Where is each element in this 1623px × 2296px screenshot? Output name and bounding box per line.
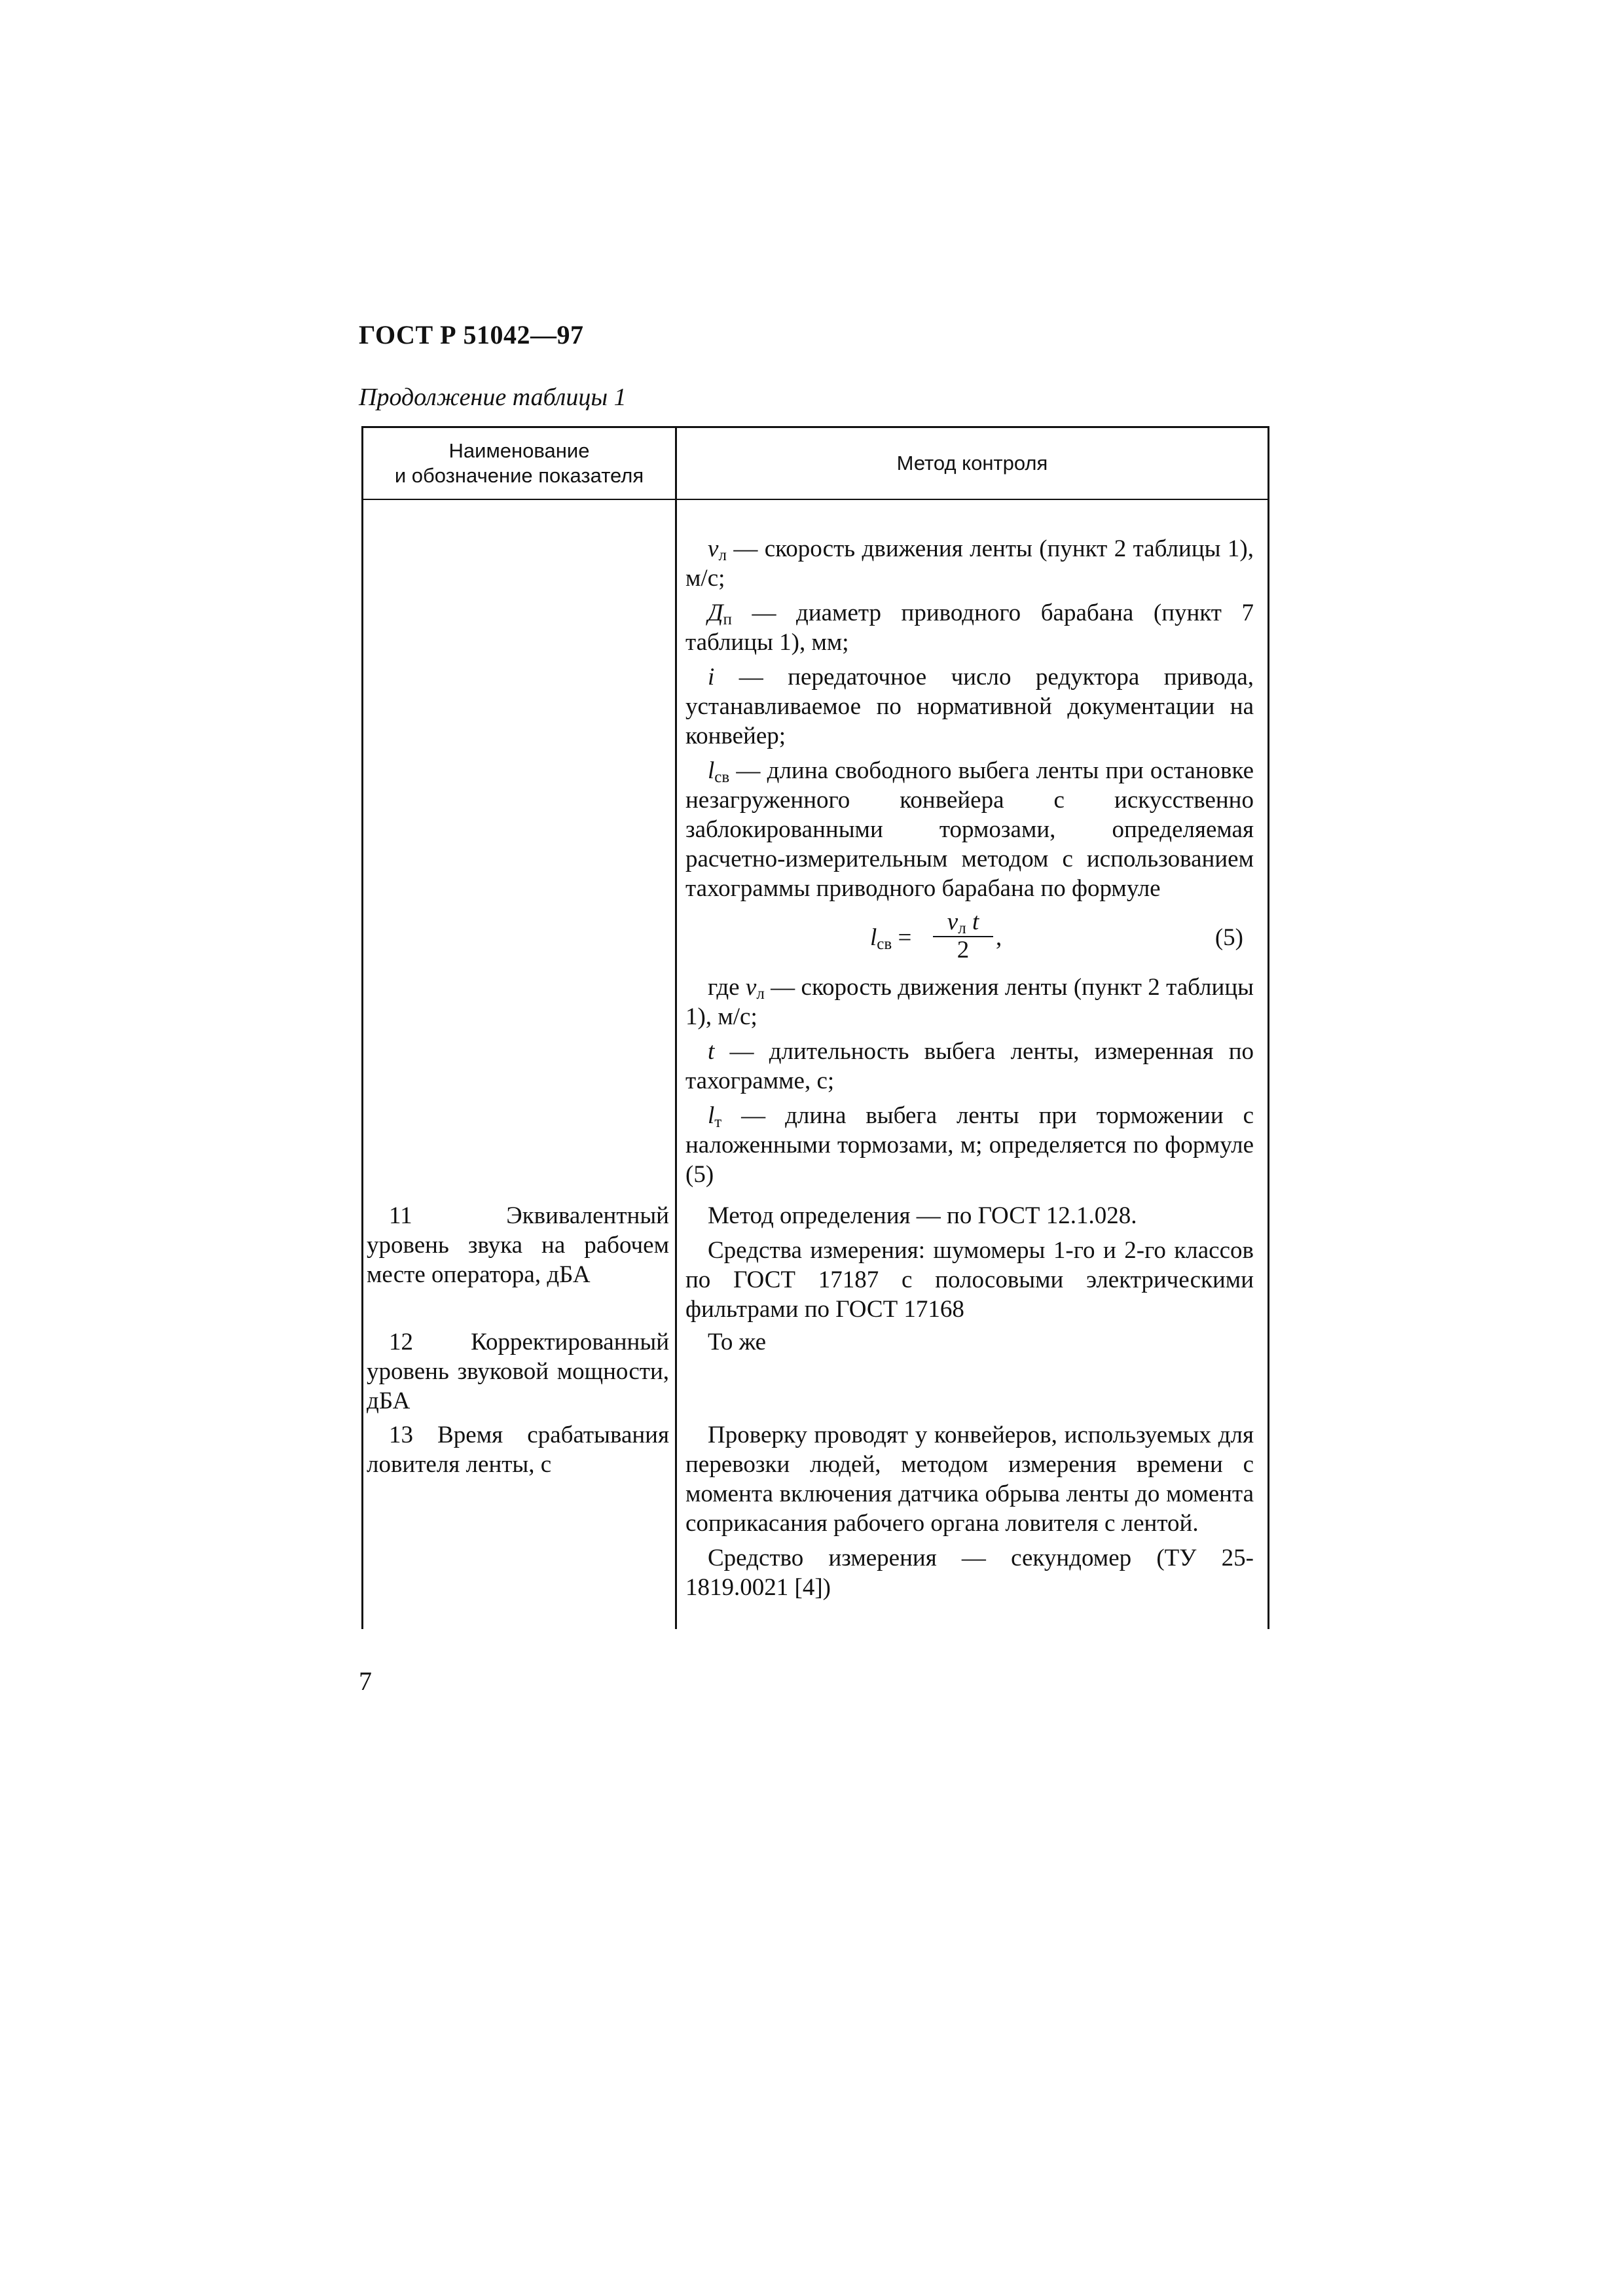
indicator-11-text: 11 Эквивалентный уровень звука на рабочем месте оператора, дБА bbox=[367, 1202, 669, 1288]
formula-number: (5) bbox=[1214, 924, 1243, 951]
column-header-method-label: Метод контроля bbox=[896, 452, 1048, 475]
definition-l-t: $l_т$ — длина выбега ленты при торможении с наложенными тормозами, м; определяется по формуле (5) bbox=[685, 1102, 1254, 1188]
method-cell-12 bbox=[685, 1327, 1254, 1362]
definition-v-l: $v_л$ — скорость движения ленты (пункт 2 таблицы 1), м/с; bbox=[685, 535, 1254, 592]
table-column-divider bbox=[675, 426, 677, 1629]
table-border-left bbox=[361, 426, 363, 1629]
method-cell-13 bbox=[685, 1420, 1254, 1607]
indicator-12-text: 12 Корректированный уровень звуковой мощности, дБА bbox=[367, 1329, 669, 1414]
formula-5 bbox=[685, 908, 1254, 966]
method-13-line1: Проверку проводят у конвейеров, используемых для перевозки людей, методом измерения времени с момента включения датчика обрыва ленты до момента соприкасания рабочего органа ловителя с лентой. bbox=[685, 1422, 1254, 1537]
method-cell-row-continuation bbox=[685, 534, 1254, 1194]
indicator-table bbox=[361, 426, 1269, 1629]
table-header-rule bbox=[361, 499, 1269, 500]
indicator-cell-12 bbox=[367, 1327, 669, 1416]
column-header-indicator bbox=[363, 428, 675, 499]
definition-d-p: $Д_п$ — диаметр приводного барабана (пункт 7 таблицы 1), мм; bbox=[685, 600, 1254, 656]
definition-where-v-l: где $v_л$ — скорость движения ленты (пункт 2 таблицы 1), м/с; bbox=[685, 974, 1254, 1030]
column-header-indicator-line2: и обозначение показателя bbox=[394, 464, 644, 487]
column-header-indicator-line1: Наименование bbox=[448, 439, 590, 462]
standard-designation: ГОСТ Р 51042—97 bbox=[359, 320, 584, 350]
formula-numerator: $v_л$ t bbox=[933, 908, 993, 937]
definition-l-sv: $l_{св}$ — длина свободного выбега ленты при остановке незагруженного конвейера с искусственно заблокированными тормозами, определяемая расчетно-измерительным методом с использованием тахограммы приводного барабана по формуле bbox=[685, 757, 1254, 902]
table-border-right bbox=[1267, 426, 1269, 1629]
method-12-text: То же bbox=[708, 1329, 767, 1355]
method-11-line1: Метод определения — по ГОСТ 12.1.028. bbox=[708, 1202, 1137, 1229]
table-caption: Продолжение таблицы 1 bbox=[359, 384, 627, 411]
indicator-13-text: 13 Время срабатывания ловителя ленты, с bbox=[367, 1422, 669, 1478]
indicator-cell-13 bbox=[367, 1420, 669, 1479]
method-cell-11 bbox=[685, 1201, 1254, 1329]
formula-lhs: $l_{св}$ = bbox=[870, 924, 912, 953]
column-header-method bbox=[677, 428, 1267, 499]
definition-t: t — длительность выбега ленты, измеренная по тахограмме, с; bbox=[685, 1038, 1254, 1094]
formula-fraction bbox=[933, 908, 993, 963]
formula-comma: , bbox=[996, 924, 1002, 951]
method-11-line2: Средства измерения: шумомеры 1-го и 2-го классов по ГОСТ 17187 с полосовыми электрическими фильтрами по ГОСТ 17168 bbox=[685, 1237, 1254, 1323]
indicator-cell-11 bbox=[367, 1201, 669, 1289]
definition-i: i — передаточное число редуктора привода, устанавливаемое по нормативной документации на конвейер; bbox=[685, 664, 1254, 749]
method-13-line2: Средство измерения — секундомер (ТУ 25-1819.0021 [4]) bbox=[685, 1545, 1254, 1601]
page-number: 7 bbox=[359, 1666, 372, 1696]
formula-denominator: 2 bbox=[957, 937, 970, 963]
